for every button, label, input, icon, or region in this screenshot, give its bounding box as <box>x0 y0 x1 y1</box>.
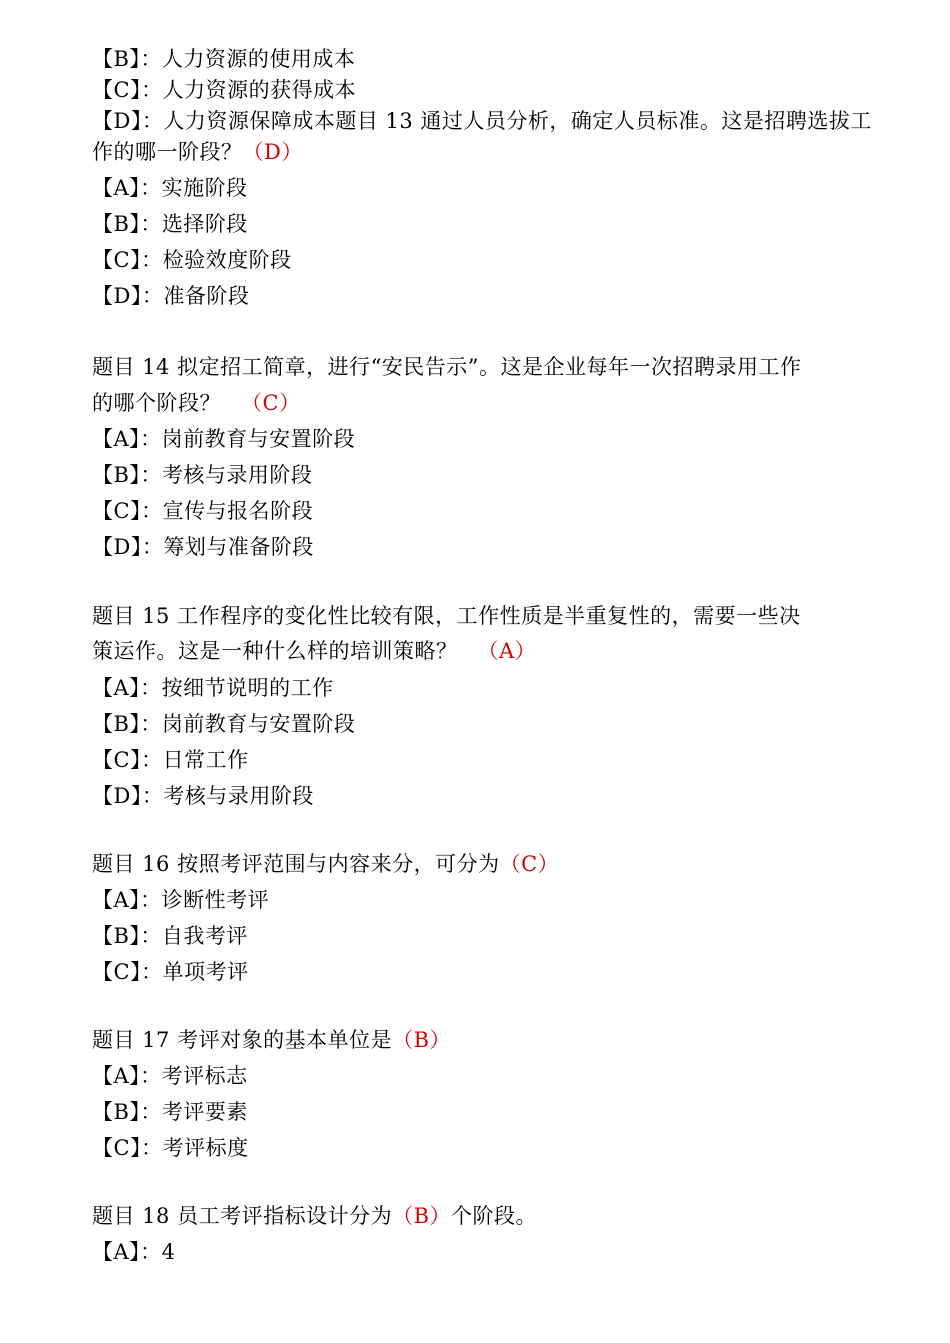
q13-question-line2 <box>92 137 303 167</box>
q15-option-a: 【A】：按细节说明的工作 <box>92 676 334 700</box>
q12-option-c: 【C】：人力资源的获得成本 <box>92 78 357 102</box>
q17-answer: （B） <box>392 1028 452 1052</box>
q17-question-text: 题目 17 考评对象的基本单位是 <box>92 1028 393 1052</box>
q13-question-text: 作的哪一阶段？ <box>92 140 243 164</box>
q16-answer: （C） <box>499 852 560 876</box>
q15-question-line2 <box>92 636 536 666</box>
q17-question <box>92 1025 451 1055</box>
q15-option-b: 【B】：岗前教育与安置阶段 <box>92 712 356 736</box>
q16-option-a: 【A】：诊断性考评 <box>92 888 270 912</box>
q18-option-a: 【A】：4 <box>92 1240 176 1264</box>
q16-option-c: 【C】：单项考评 <box>92 960 249 984</box>
q17-option-c: 【C】：考评标度 <box>92 1136 249 1160</box>
q15-question-text: 策运作。这是一种什么样的培训策略？ <box>92 639 458 663</box>
q13-option-c: 【C】：检验效度阶段 <box>92 248 292 272</box>
q14-question-text: 的哪个阶段？ <box>92 391 221 415</box>
q15-option-c: 【C】：日常工作 <box>92 748 249 772</box>
q15-option-d: 【D】：考核与录用阶段 <box>92 784 314 808</box>
q18-answer: （B） <box>392 1204 452 1228</box>
q17-option-a: 【A】：考评标志 <box>92 1064 248 1088</box>
q13-option-a: 【A】：实施阶段 <box>92 176 248 200</box>
q13-answer: （D） <box>242 140 303 164</box>
q14-option-c: 【C】：宣传与报名阶段 <box>92 499 314 523</box>
q18-question-post: 个阶段。 <box>451 1204 538 1228</box>
q18-question <box>92 1201 537 1231</box>
q14-answer: （C） <box>241 391 301 415</box>
q16-question <box>92 849 559 879</box>
q18-question-pre: 题目 18 员工考评指标设计分为 <box>92 1204 393 1228</box>
q14-option-b: 【B】：考核与录用阶段 <box>92 463 313 487</box>
q17-option-b: 【B】：考评要素 <box>92 1100 248 1124</box>
q16-option-b: 【B】：自我考评 <box>92 924 248 948</box>
q13-option-d: 【D】：准备阶段 <box>92 284 250 308</box>
q14-option-a: 【A】：岗前教育与安置阶段 <box>92 427 356 451</box>
q14-option-d: 【D】：筹划与准备阶段 <box>92 535 314 559</box>
q12-option-b: 【B】：人力资源的使用成本 <box>92 47 356 71</box>
q13-option-b: 【B】：选择阶段 <box>92 212 248 236</box>
q14-question-line1: 题目 14 拟定招工简章，进行“安民告示”。这是企业每年一次招聘录用工作 <box>92 355 802 379</box>
q15-question-line1: 题目 15 工作程序的变化性比较有限，工作性质是半重复性的，需要一些决 <box>92 604 801 628</box>
q16-question-text: 题目 16 按照考评范围与内容来分，可分为 <box>92 852 500 876</box>
q15-answer: （A） <box>477 639 537 663</box>
q12-option-d-q13-line1: 【D】：人力资源保障成本题目 13 通过人员分析，确定人员标准。这是招聘选拔工 <box>92 109 872 133</box>
q14-question-line2 <box>92 388 301 418</box>
